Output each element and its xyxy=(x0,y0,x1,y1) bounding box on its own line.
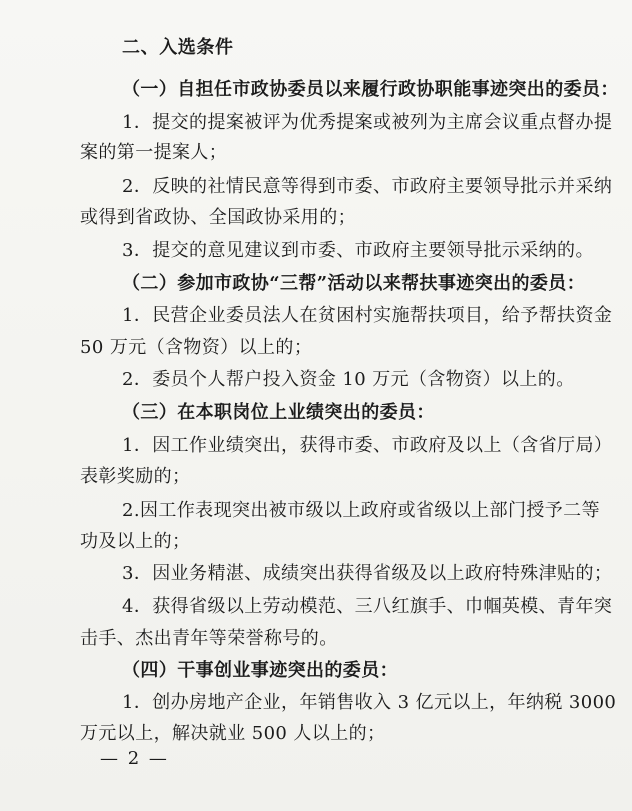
criteria-1-heading: （一）自担任市政协委员以来履行政协职能事迹突出的委员： xyxy=(122,79,619,100)
criteria-3-item-4-line-1: 4．获得省级以上劳动模范、三八红旗手、巾帼英模、青年突 xyxy=(122,596,613,617)
criteria-1-item-2-line-1: 2．反映的社情民意等得到市委、市政府主要领导批示并采纳 xyxy=(122,176,613,197)
criteria-3-item-4-line-2: 击手、杰出青年等荣誉称号的。 xyxy=(80,628,338,649)
criteria-1-item-3-line-1: 3．提交的意见建议到市委、市政府主要领导批示采纳的。 xyxy=(122,240,594,261)
criteria-3-heading: （三）在本职岗位上业绩突出的委员： xyxy=(122,402,435,423)
section-title: 二、入选条件 xyxy=(122,37,234,58)
criteria-1-item-1-line-2: 案的第一提案人； xyxy=(80,142,228,163)
criteria-1-item-2-line-2: 或得到省政协、全国政协采用的； xyxy=(80,207,356,228)
criteria-4-heading: （四）干事创业事迹突出的委员： xyxy=(122,660,398,681)
criteria-1-item-1-line-1: 1．提交的提案被评为优秀提案或被列为主席会议重点督办提 xyxy=(122,112,613,133)
criteria-2-heading: （二）参加市政协“三帮”活动以来帮扶事迹突出的委员： xyxy=(122,273,586,294)
criteria-3-item-2-line-2: 功及以上的； xyxy=(80,531,191,552)
criteria-3-item-3-line-1: 3．因业务精湛、成绩突出获得省级及以上政府特殊津贴的； xyxy=(122,563,613,584)
criteria-2-item-1-line-2: 50 万元（含物资）以上的； xyxy=(80,337,313,358)
criteria-4-item-1-line-1: 1．创办房地产企业，年销售收入 3 亿元以上，年纳税 3000 xyxy=(122,692,617,713)
criteria-3-item-1-line-2: 表彰奖励的； xyxy=(80,466,191,487)
criteria-4-item-1-line-2: 万元以上，解决就业 500 人以上的； xyxy=(80,723,386,744)
page-number: — 2 — xyxy=(100,748,169,769)
criteria-3-item-1-line-1: 1．因工作业绩突出，获得市委、市政府及以上（含省厅局） xyxy=(122,435,613,456)
criteria-3-item-2-line-1: 2.因工作表现突出被市级以上政府或省级以上部门授予二等 xyxy=(122,500,600,521)
criteria-2-item-1-line-1: 1．民营企业委员法人在贫困村实施帮扶项目，给予帮扶资金 xyxy=(122,305,613,326)
criteria-2-item-2-line-1: 2．委员个人帮户投入资金 10 万元（含物资）以上的。 xyxy=(122,369,575,390)
